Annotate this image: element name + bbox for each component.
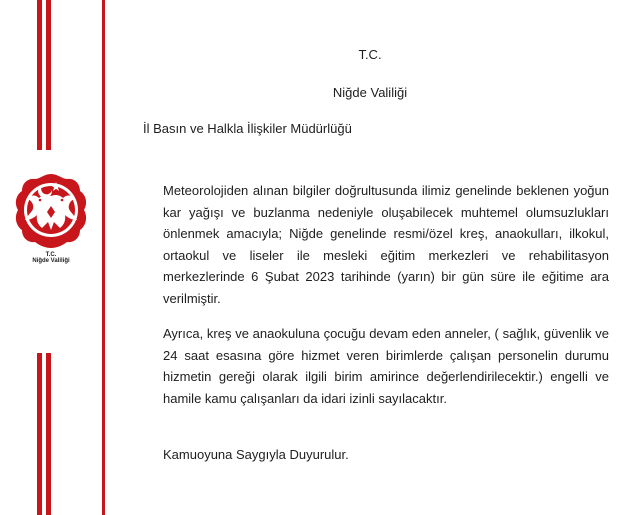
announcement-paragraph-2: Ayrıca, kreş ve anaokuluna çocuğu devam eden anneler, ( sağlık, güvenlik ve 24 saat esasına göre hizmet veren birimlerde çalışan personelin durumu hizmetin gereği olarak ilgili birim amirince değerlendirilecektir.) engelli ve hamile kamu çalışanları da idari izinli sayılacaktır.: [163, 326, 609, 406]
left-border-stripe-inner-bottom: [46, 353, 51, 515]
closing-statement: Kamuoyuna Saygıyla Duyurulur.: [163, 447, 349, 462]
left-border-stripe-outer-bottom: [37, 353, 42, 515]
logo-caption-governorship: Niğde Valiliği: [32, 258, 70, 264]
header-governorship: Niğde Valiliği: [332, 85, 408, 100]
left-border-stripe-inner-top: [46, 0, 51, 150]
governorship-logo: [8, 170, 94, 264]
sidebar-divider-line: [102, 0, 105, 515]
header-department: İl Basın ve Halkla İlişkiler Müdürlüğü: [143, 121, 352, 136]
left-border-stripe-outer-top: [37, 0, 42, 150]
double-headed-eagle-emblem-icon: [12, 170, 90, 250]
header-tc: T.C.: [358, 47, 382, 62]
announcement-paragraph-1: Meteorolojiden alınan bilgiler doğrultusunda ilimiz genelinde beklenen yoğun kar yağışı ve buzlanma nedeniyle oluşabilecek muhtemel olumsuzlukları önlenmek amacıyla; Niğde genelinde resmi/özel kreş, anaokulları, ilkokul, ortaokul ve liseler ile mesleki eğitim merkezleri ve rehabilitasyon merkezlerinde 6 Şubat 2023 tarihinde (yarın) bir gün süre ile eğitime ara verilmiştir.: [163, 183, 609, 306]
logo-caption-tc: T.C.: [45, 252, 57, 258]
